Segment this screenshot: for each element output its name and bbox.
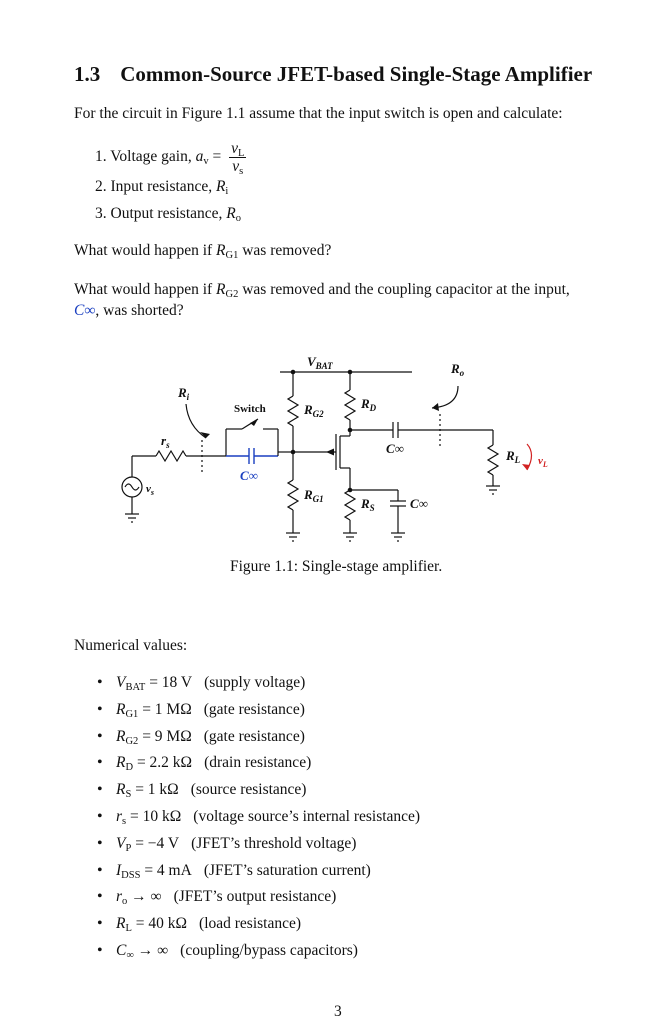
- value-subscript: o: [122, 896, 128, 908]
- value-symbol: V: [116, 834, 126, 852]
- value-description: (supply voltage): [204, 674, 306, 691]
- value-subscript: D: [125, 762, 134, 774]
- output-cap-label: C∞: [386, 441, 404, 456]
- gain-numerator: v: [231, 140, 238, 157]
- rs-resistor: [345, 490, 355, 520]
- q2-sub: G2: [225, 289, 239, 300]
- value-symbol: R: [116, 781, 126, 799]
- value-item: [96, 831, 420, 858]
- value-symbol: r: [116, 807, 123, 825]
- value-item: [96, 777, 420, 804]
- value-quantity: = 40 kΩ: [131, 915, 188, 933]
- gain-numerator-sub: L: [238, 148, 245, 159]
- value-item: [96, 938, 420, 965]
- ro-label: $R_o$: [451, 361, 465, 378]
- task-1-text: 1. Voltage gain,: [95, 148, 196, 166]
- value-item: [96, 697, 420, 724]
- task-2-sub: i: [225, 186, 229, 197]
- rl-label: $R_L$: [506, 448, 521, 465]
- rs-label: $R_S$: [361, 496, 375, 513]
- task-2-text: 2. Input resistance,: [95, 178, 216, 195]
- value-description: (JFET’s output resistance): [173, 888, 337, 906]
- value-subscript: P: [125, 842, 132, 854]
- rs-source-label: $r_s$: [161, 433, 170, 450]
- jfet-gate-arrow: [326, 449, 334, 456]
- value-quantity: = 9 MΩ: [138, 727, 192, 745]
- rd-label: $R_D$: [361, 396, 377, 413]
- value-subscript: L: [125, 923, 132, 935]
- value-quantity: = 1 kΩ: [131, 781, 179, 799]
- q2-before: What would happen if: [74, 281, 217, 298]
- value-symbol: V: [116, 674, 126, 691]
- value-quantity: = −4 V: [131, 834, 180, 852]
- vs-label: $v_s$: [146, 483, 155, 497]
- value-description: (JFET’s threshold voltage): [191, 834, 357, 852]
- value-item: [96, 884, 420, 911]
- value-quantity: = 2.2 kΩ: [133, 754, 193, 772]
- q2-var: R: [216, 281, 226, 298]
- value-quantity: = 10 kΩ: [126, 807, 182, 825]
- value-item: [96, 724, 420, 751]
- q1-before: What would happen if: [74, 242, 217, 259]
- question-1: [74, 240, 331, 261]
- task-3-sub: o: [235, 213, 242, 224]
- section-title: Common-Source JFET-based Single-Stage Amplifier: [120, 62, 593, 86]
- ri-label: $R_i$: [178, 385, 190, 402]
- task-3-text: 3. Output resistance,: [95, 205, 227, 222]
- q1-after: was removed?: [238, 242, 332, 259]
- value-description: (source resistance): [190, 781, 307, 799]
- q1-sub: G1: [225, 250, 239, 261]
- task-2: [95, 176, 228, 197]
- value-symbol: I: [116, 861, 122, 879]
- ro-arrow: [432, 386, 458, 408]
- task-1-sub: v: [203, 156, 209, 168]
- value-subscript: DSS: [121, 869, 141, 881]
- section-number: 1.3: [74, 62, 101, 86]
- task-1-var: a: [195, 148, 204, 166]
- value-item: [96, 858, 420, 885]
- rl-resistor: [488, 445, 498, 475]
- numerical-title: Numerical values:: [74, 637, 188, 654]
- value-subscript: S: [125, 789, 132, 801]
- value-subscript: s: [122, 815, 127, 827]
- rg1-resistor: [288, 480, 298, 510]
- value-description: (load resistance): [199, 915, 302, 933]
- value-description: (gate resistance): [203, 727, 305, 745]
- rs-source-resistor: [156, 451, 186, 461]
- value-symbol: R: [116, 915, 126, 933]
- gain-fraction: [229, 140, 246, 175]
- value-symbol: R: [116, 727, 126, 745]
- q2-end: , was shorted?: [95, 302, 184, 319]
- value-item: [96, 911, 420, 938]
- value-quantity: → ∞: [133, 941, 169, 959]
- value-subscript: ∞: [126, 949, 134, 961]
- value-quantity: → ∞: [127, 888, 162, 906]
- value-symbol: C: [116, 941, 127, 959]
- section-heading: [74, 62, 592, 87]
- gain-denominator-sub: s: [239, 166, 244, 177]
- value-item: [96, 804, 420, 831]
- q2-capacitor: C∞: [74, 302, 96, 319]
- values-list: [96, 670, 420, 965]
- value-quantity: = 1 MΩ: [138, 700, 192, 718]
- bypass-cap-label: C∞: [410, 496, 428, 511]
- q1-var: R: [216, 242, 226, 259]
- input-cap-label: C∞: [240, 468, 258, 483]
- vbat-label: $V_{BAT}$: [307, 354, 333, 371]
- value-description: (coupling/bypass capacitors): [180, 941, 358, 959]
- value-symbol: r: [116, 888, 123, 906]
- gain-denominator: v: [232, 158, 240, 175]
- value-subscript: BAT: [125, 682, 146, 693]
- task-2-var: R: [215, 178, 226, 195]
- rg2-resistor: [288, 396, 298, 426]
- value-symbol: R: [116, 700, 126, 718]
- value-item: [96, 670, 420, 697]
- question-2: [74, 279, 614, 321]
- value-item: [96, 750, 420, 777]
- value-subscript: G1: [125, 708, 139, 720]
- page-number: 3: [334, 1003, 342, 1020]
- value-description: (JFET’s saturation current): [203, 861, 371, 879]
- rg1-label: $R_{G1}$: [304, 487, 324, 504]
- vl-label: $v_L$: [538, 455, 548, 469]
- value-subscript: G2: [125, 735, 139, 747]
- task-3: [95, 203, 241, 224]
- q2-after: was removed and the coupling capacitor at the input,: [238, 281, 570, 298]
- value-description: (gate resistance): [203, 700, 305, 718]
- figure-caption: Figure 1.1: Single-stage amplifier.: [230, 558, 443, 575]
- circuit-diagram: [0, 345, 659, 545]
- value-quantity: = 4 mA: [140, 861, 192, 879]
- rd-resistor: [345, 390, 355, 420]
- value-description: (voltage source’s internal resistance): [193, 807, 421, 825]
- task-1: 1. Voltage gain, $a_v$ = $\frac{v_L}{v_s}$: [95, 140, 245, 177]
- switch-label: Switch: [234, 403, 266, 415]
- intro-paragraph: For the circuit in Figure 1.1 assume that the input switch is open and calculate:: [74, 105, 563, 122]
- value-symbol: R: [116, 754, 126, 772]
- value-quantity: = 18 V: [145, 674, 193, 691]
- rg2-label: $R_{G2}$: [304, 402, 324, 419]
- value-description: (drain resistance): [204, 754, 312, 772]
- task-3-var: R: [226, 205, 236, 222]
